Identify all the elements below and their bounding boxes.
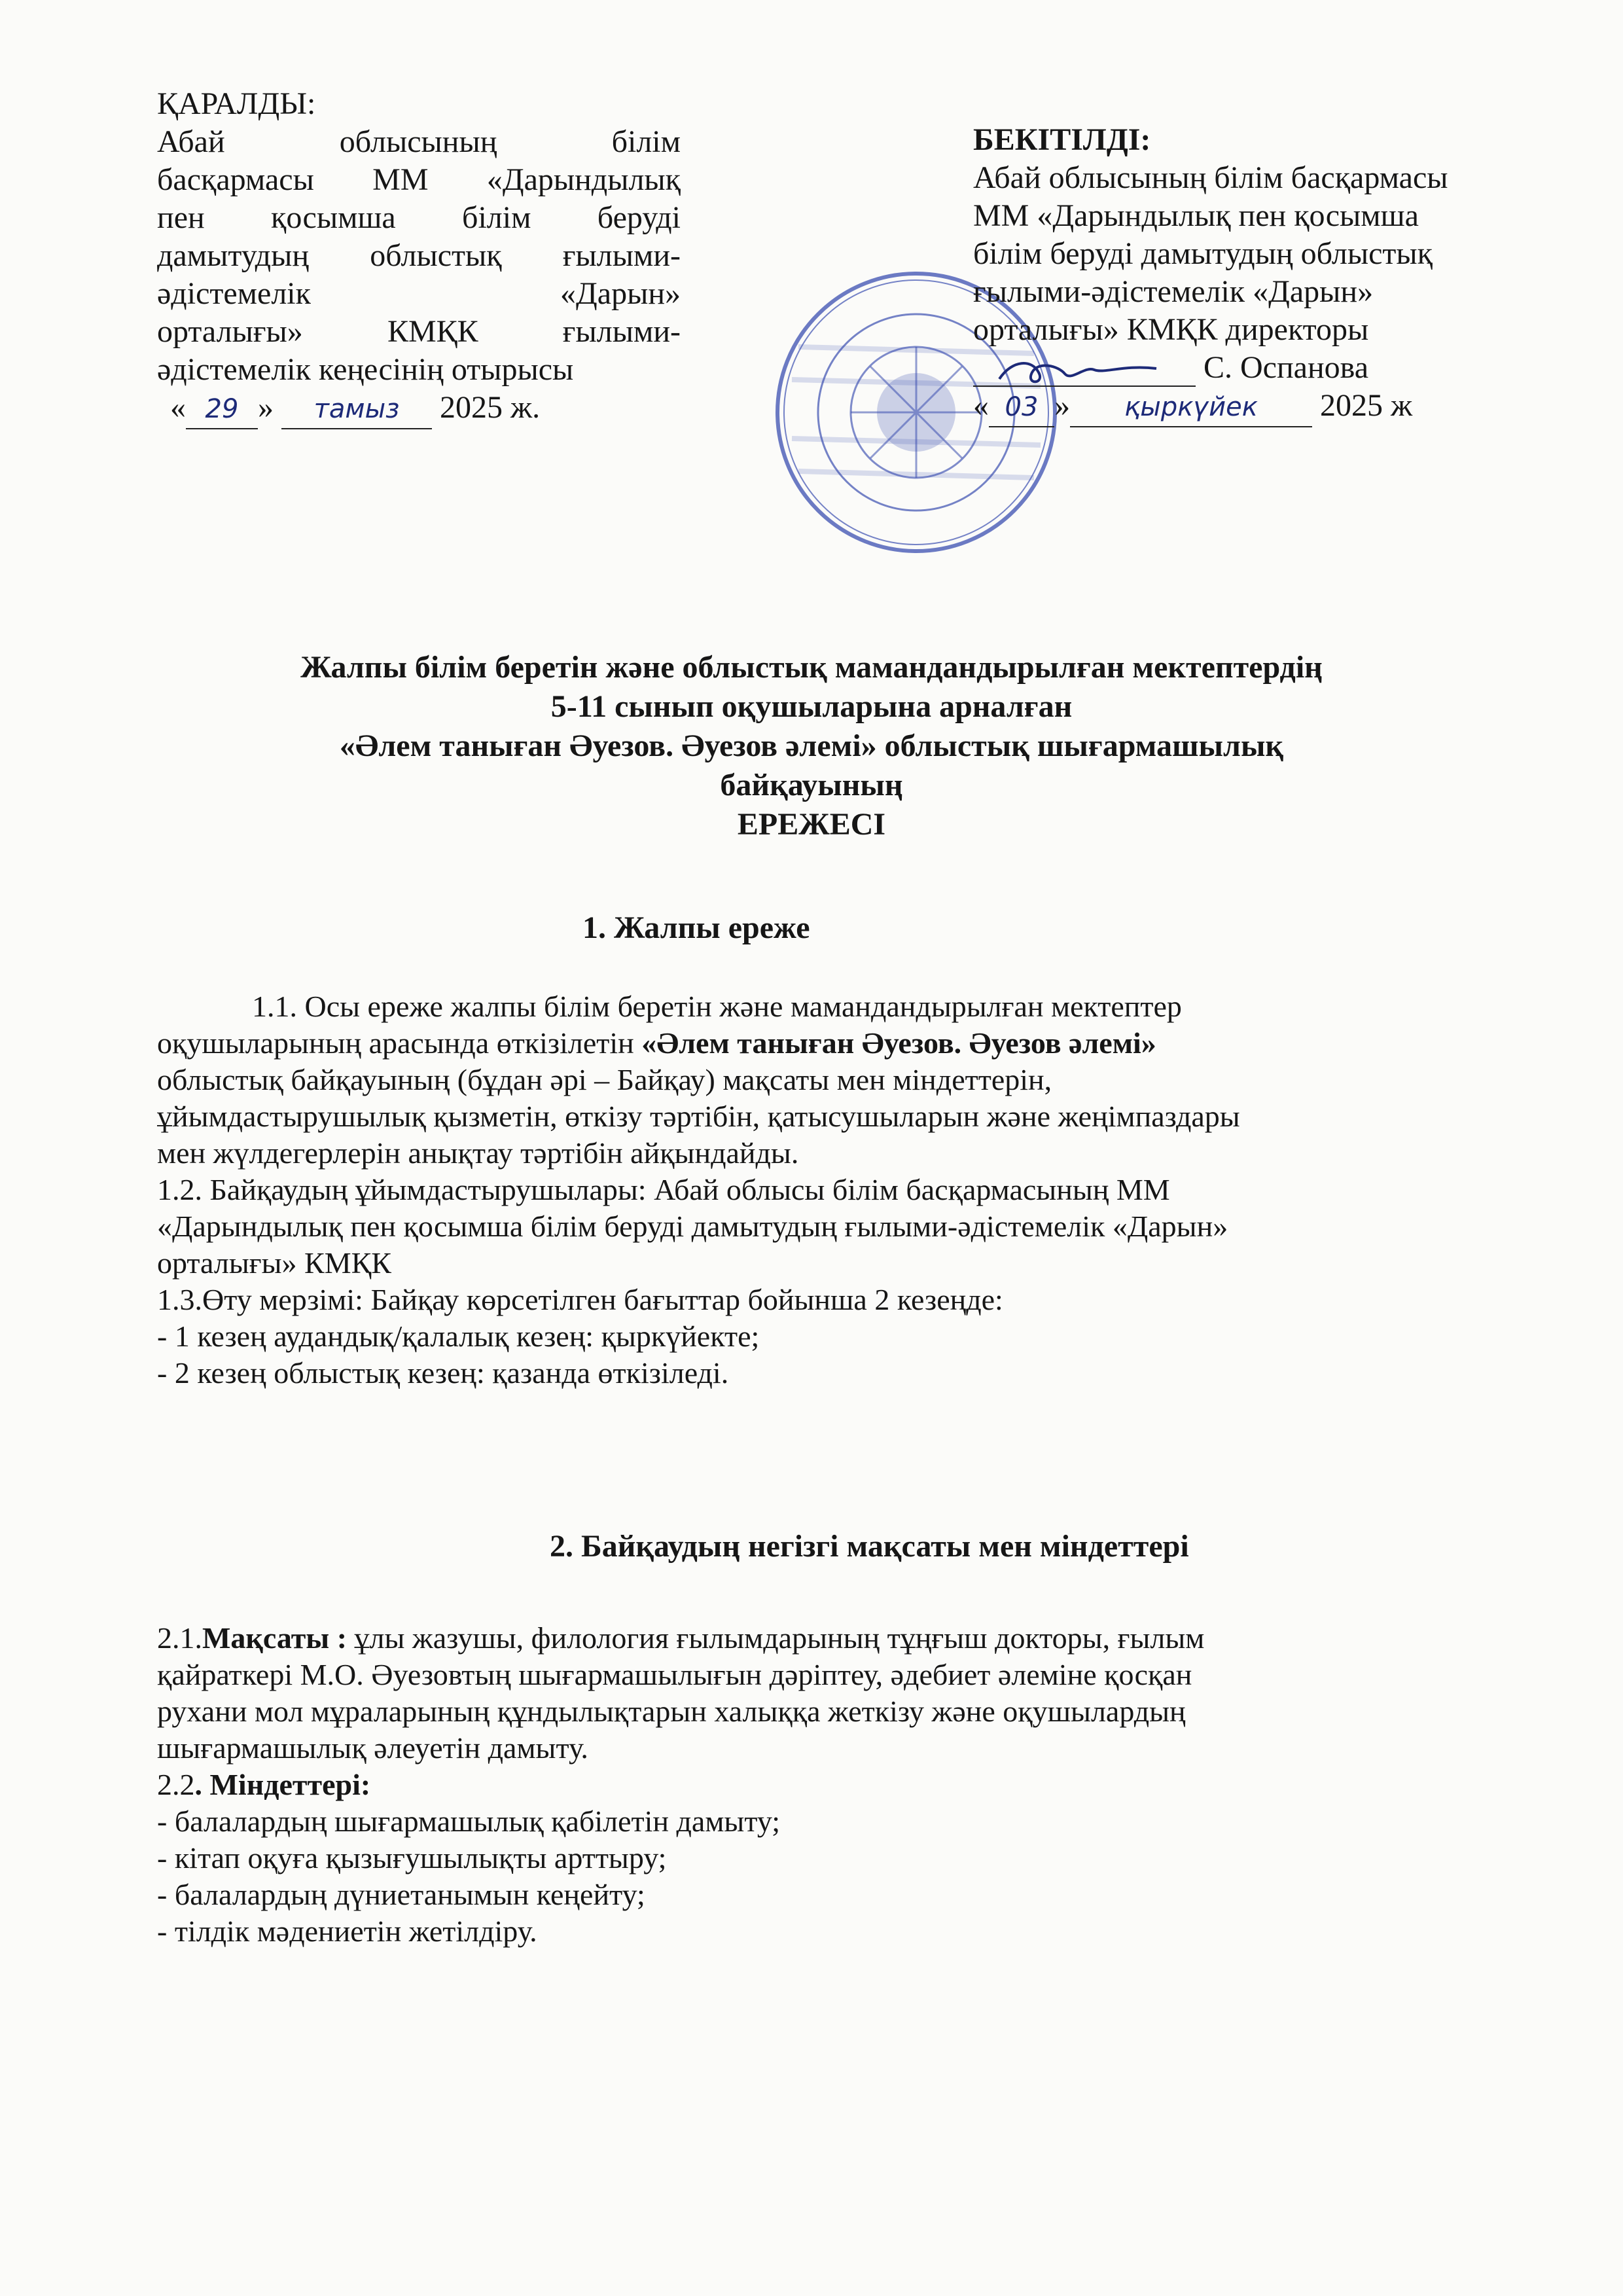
title-line-5: ЕРЕЖЕСІ (737, 807, 886, 842)
left-header-date: « 29 » тамыз 2025 ж. (157, 389, 681, 429)
list-item: - кітап оқуға қызығушылықты арттыру; (157, 1841, 667, 1874)
right-header-line-3: білім беруді дамытудың облыстық (973, 236, 1433, 271)
s2-p1-line-3: рухани мол мұраларының құндылықтарын халыққа жеткізу және оқушылардың (157, 1695, 1186, 1728)
left-header-title: ҚАРАЛДЫ: (157, 86, 316, 121)
signature-icon (973, 357, 1196, 387)
s1-p1-line-4: ұйымдастырушылық қызметін, өткізу тәртібін, қатысушыларын және жеңімпаздары (157, 1100, 1240, 1133)
list-item: - балалардың шығармашылық қабілетін дамыту; (157, 1804, 781, 1838)
s2-p1-line-2: қайраткері М.О. Әуезовтың шығармашылығын дәріптеу, әдебиет әлеміне қосқан (157, 1658, 1192, 1691)
right-header-date: « 03 » қыркүйек 2025 ж (973, 387, 1536, 427)
list-item: - тілдік мәдениетін жетілдіру. (157, 1914, 537, 1948)
s2-p1-line-1: 2.1.Мақсаты : ұлы жазушы, филология ғылымдарының тұңғыш докторы, ғылым (157, 1621, 1205, 1655)
section-1-heading: 1. Жалпы ереже (582, 910, 810, 945)
right-header-title: БЕКІТІЛДІ: (973, 122, 1151, 157)
s1-p1-line-1: 1.1. Осы ереже жалпы білім беретін және мамандандырылған мектептер (252, 990, 1182, 1023)
s2-p2-line-1: 2.2. Міндеттері: (157, 1768, 371, 1801)
title-line-4: байқауының (720, 768, 903, 802)
list-item: - балалардың дүниетанымын кеңейту; (157, 1878, 645, 1911)
left-header-line-4: дамытудың облыстық ғылыми- (157, 238, 681, 273)
s2-p1-line-4: шығармашылық әлеуетін дамыту. (157, 1731, 588, 1765)
s1-p2-line-1: 1.2. Байқаудың ұйымдастырушылары: Абай облысы білім басқармасының ММ (157, 1173, 1170, 1206)
s1-p3-line-1: 1.3.Өту мерзімі: Байқау көрсетілген бағыттар бойынша 2 кезеңде: (157, 1283, 1003, 1316)
left-date-day: 29 (186, 390, 258, 429)
document-title (157, 648, 1466, 844)
right-header-line-5: орталығы» КМҚК директоры (973, 312, 1369, 347)
right-date-day: 03 (989, 388, 1054, 427)
left-header-line-1: Абай облысының білім (157, 124, 681, 159)
s1-p3-line-2: - 1 кезең аудандық/қалалық кезең: қыркүйекте; (157, 1319, 760, 1353)
right-date-month: қыркүйек (1070, 388, 1312, 427)
left-date-month: тамыз (281, 390, 432, 429)
approval-left-block (157, 85, 681, 429)
contest-name: «Әлем таныған Әуезов. Әуезов әлемі» (641, 1026, 1156, 1060)
s1-p1-line-5: мен жүлдегерлерін анықтау тәртібін айқындайды. (157, 1136, 799, 1170)
right-header-line-2: ММ «Дарындылық пен қосымша (973, 198, 1419, 233)
title-line-1: Жалпы білім беретін және облыстық мамандандырылған мектептердің (300, 650, 1323, 685)
s1-p1-line-2: оқушыларының арасында өткізілетін «Әлем таныған Әуезов. Әуезов әлемі» (157, 1026, 1156, 1060)
approval-right-block (973, 121, 1536, 427)
left-header-line-5: әдістемелік «Дарын» (157, 276, 681, 311)
left-header-line-2: басқармасы ММ «Дарындылық (157, 162, 681, 197)
right-header-line-1: Абай облысының білім басқармасы (973, 160, 1448, 195)
right-header-line-4: ғылыми-әдістемелік «Дарын» (973, 274, 1374, 309)
s1-p3-line-3: - 2 кезең облыстық кезең: қазанда өткізіледі. (157, 1356, 729, 1390)
section-1-body (157, 988, 1544, 1391)
left-header-line-3: пен қосымша білім беруді (157, 200, 681, 235)
s1-p2-line-2: «Дарындылық пен қосымша білім беруді дамытудың ғылыми-әдістемелік «Дарын» (157, 1210, 1228, 1243)
s1-p2-line-3: орталығы» КМҚК (157, 1246, 391, 1280)
section-2-heading: 2. Байқаудың негізгі мақсаты мен міндеттері (550, 1529, 1189, 1564)
s1-p1-line-3: облыстық байқауының (бұдан әрі – Байқау) мақсаты мен міндеттерін, (157, 1063, 1052, 1096)
left-header-line-6: орталығы» КМҚК ғылыми- (157, 314, 681, 349)
signer-name: С. Оспанова (1204, 350, 1368, 385)
title-line-2: 5-11 сынып оқушыларына арналған (550, 689, 1073, 724)
title-line-3: «Әлем таныған Әуезов. Әуезов әлемі» облыстық шығармашылық (339, 728, 1284, 763)
section-2-body (157, 1620, 1544, 1950)
right-header-signature-line (973, 349, 1536, 387)
left-header-line-7: әдістемелік кеңесінің отырысы (157, 352, 574, 387)
